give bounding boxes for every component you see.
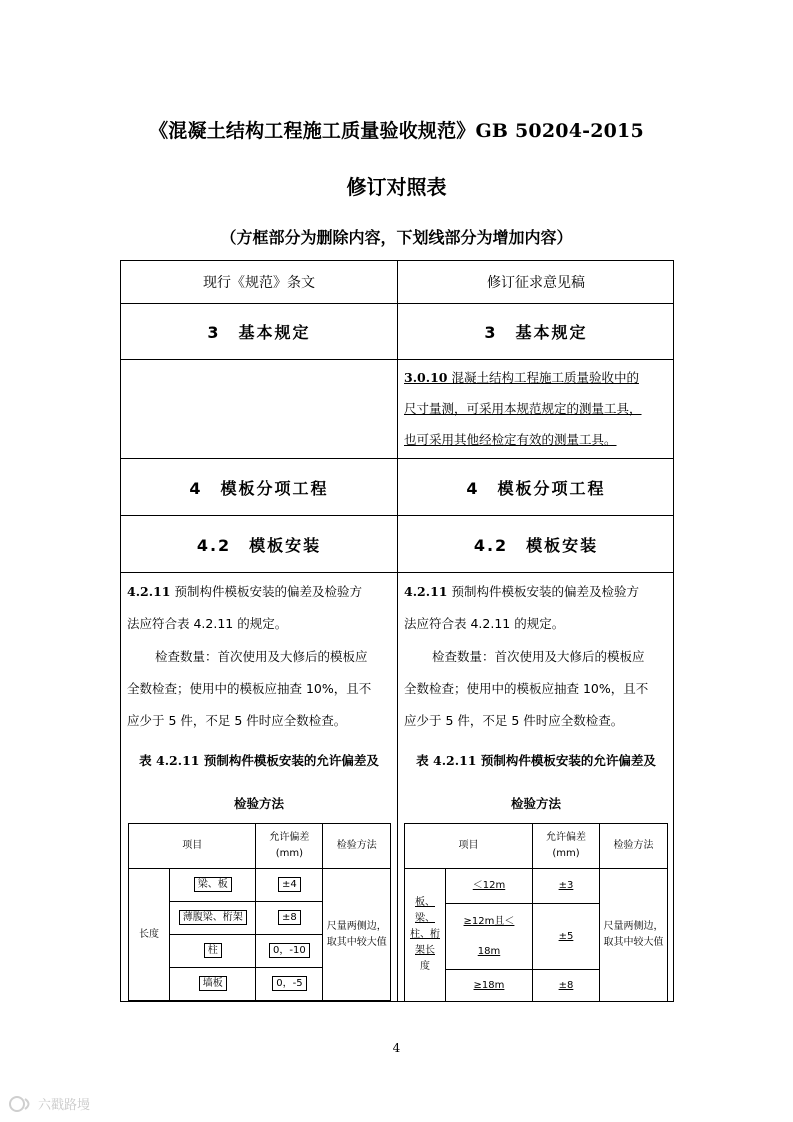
- watermark: [8, 1094, 90, 1113]
- section-heading-left: 3 基本规定: [207, 323, 311, 342]
- tolerance-cell: ±3: [532, 869, 599, 904]
- item-cell: 梁、板: [170, 869, 256, 902]
- clause-4211-line5: 应少于 5 件，不足 5 件时应全数检查。: [127, 713, 347, 728]
- tolerance-cell: 0，-5: [256, 968, 323, 1001]
- clause-4211-line1: 4.2.11 预制构件模板安装的偏差及检验方: [127, 584, 362, 599]
- clause-4211-line2: 法应符合表 4.2.11 的规定。: [127, 616, 288, 631]
- clause-3010-line3: 也可采用其他经检定有效的测量工具。: [404, 432, 617, 447]
- group-length: 长度: [129, 869, 170, 1001]
- tolerance-cell: 0，-10: [256, 935, 323, 968]
- clause-4211-line4: 全数检查；使用中的模板应抽查 10%，且不: [404, 681, 649, 696]
- clause-4211-line4: 全数检查；使用中的模板应抽查 10%，且不: [127, 681, 372, 696]
- section-row-42: [121, 516, 673, 573]
- header-method: 检验方法: [599, 824, 667, 869]
- table-caption-line1: 表 4.2.11 预制构件模板安装的允许偏差及: [139, 753, 379, 768]
- clause-4211-line3: 检查数量：首次使用及大修后的模板应: [155, 649, 368, 664]
- tolerance-cell: ±8: [256, 902, 323, 935]
- tolerance-cell: ±8: [532, 970, 599, 1002]
- group-length: 板、 梁、 柱、桁 架长 度: [405, 869, 446, 1002]
- header-method: 检验方法: [323, 824, 391, 869]
- table-caption-line1: 表 4.2.11 预制构件模板安装的允许偏差及: [416, 753, 656, 768]
- clause-row-4211: [121, 573, 673, 1001]
- header-row: [121, 261, 673, 304]
- section-heading-right: 4.2 模板安装: [473, 535, 599, 555]
- header-tolerance: 允许偏差 (mm): [256, 824, 323, 869]
- document-title: 《混凝土结构工程施工质量验收规范》GB 50204-2015: [149, 120, 644, 142]
- comparison-table: [120, 260, 674, 1002]
- table-caption-line2: 检验方法: [510, 796, 561, 811]
- table-caption-line2: 检验方法: [233, 796, 284, 811]
- item-cell: 柱: [170, 935, 256, 968]
- header-item: 项目: [405, 824, 533, 869]
- section-row-4: [121, 459, 673, 516]
- item-cell: ≥18m: [446, 970, 533, 1002]
- clause-4211-line3: 检查数量：首次使用及大修后的模板应: [432, 649, 645, 664]
- document-subtitle: 修订对照表: [346, 175, 447, 199]
- column-header-current: 现行《规范》条文: [203, 275, 315, 291]
- header-tolerance: 允许偏差 (mm): [532, 824, 599, 869]
- watermark-text: 六戳路墁: [38, 1098, 91, 1113]
- method-cell: 尺量两侧边， 取其中较大值: [599, 869, 667, 1002]
- clause-4211-line5: 应少于 5 件，不足 5 件时应全数检查。: [404, 713, 624, 728]
- tolerance-table-right: [404, 823, 668, 1002]
- section-row-3: [121, 304, 673, 360]
- header-item: 项目: [129, 824, 256, 869]
- clause-4211-line1: 4.2.11 预制构件模板安装的偏差及检验方: [404, 584, 639, 599]
- section-heading-left: 4.2 模板安装: [196, 535, 322, 555]
- section-heading-left: 4 模板分项工程: [189, 478, 329, 498]
- item-cell: ＜12m: [446, 869, 533, 904]
- watermark-logo-icon: [8, 1095, 34, 1113]
- item-cell: 墙板: [170, 968, 256, 1001]
- item-cell: 薄腹梁、桁架: [170, 902, 256, 935]
- method-cell: 尺量两侧边， 取其中较大值: [323, 869, 391, 1001]
- section-heading-right: 3 基本规定: [484, 323, 588, 342]
- section-heading-right: 4 模板分项工程: [466, 478, 606, 498]
- tolerance-table-left: [128, 823, 391, 1001]
- column-header-revised: 修订征求意见稿: [487, 275, 585, 291]
- tolerance-cell: ±4: [256, 869, 323, 902]
- tolerance-cell: ±5: [532, 904, 599, 970]
- empty-cell: [121, 360, 397, 458]
- clause-3010-line1: 3.0.10 混凝土结构工程施工质量验收中的: [404, 370, 639, 385]
- clause-row-3010: [121, 360, 673, 459]
- item-cell: ≥12m且＜ 18m: [446, 904, 533, 970]
- page-number: 4: [392, 1041, 401, 1055]
- legend-note: （方框部分为删除内容，下划线部分为增加内容）: [220, 228, 573, 247]
- clause-3010-line2: 尺寸量测，可采用本规范规定的测量工具，: [404, 401, 642, 416]
- clause-4211-line2: 法应符合表 4.2.11 的规定。: [404, 616, 565, 631]
